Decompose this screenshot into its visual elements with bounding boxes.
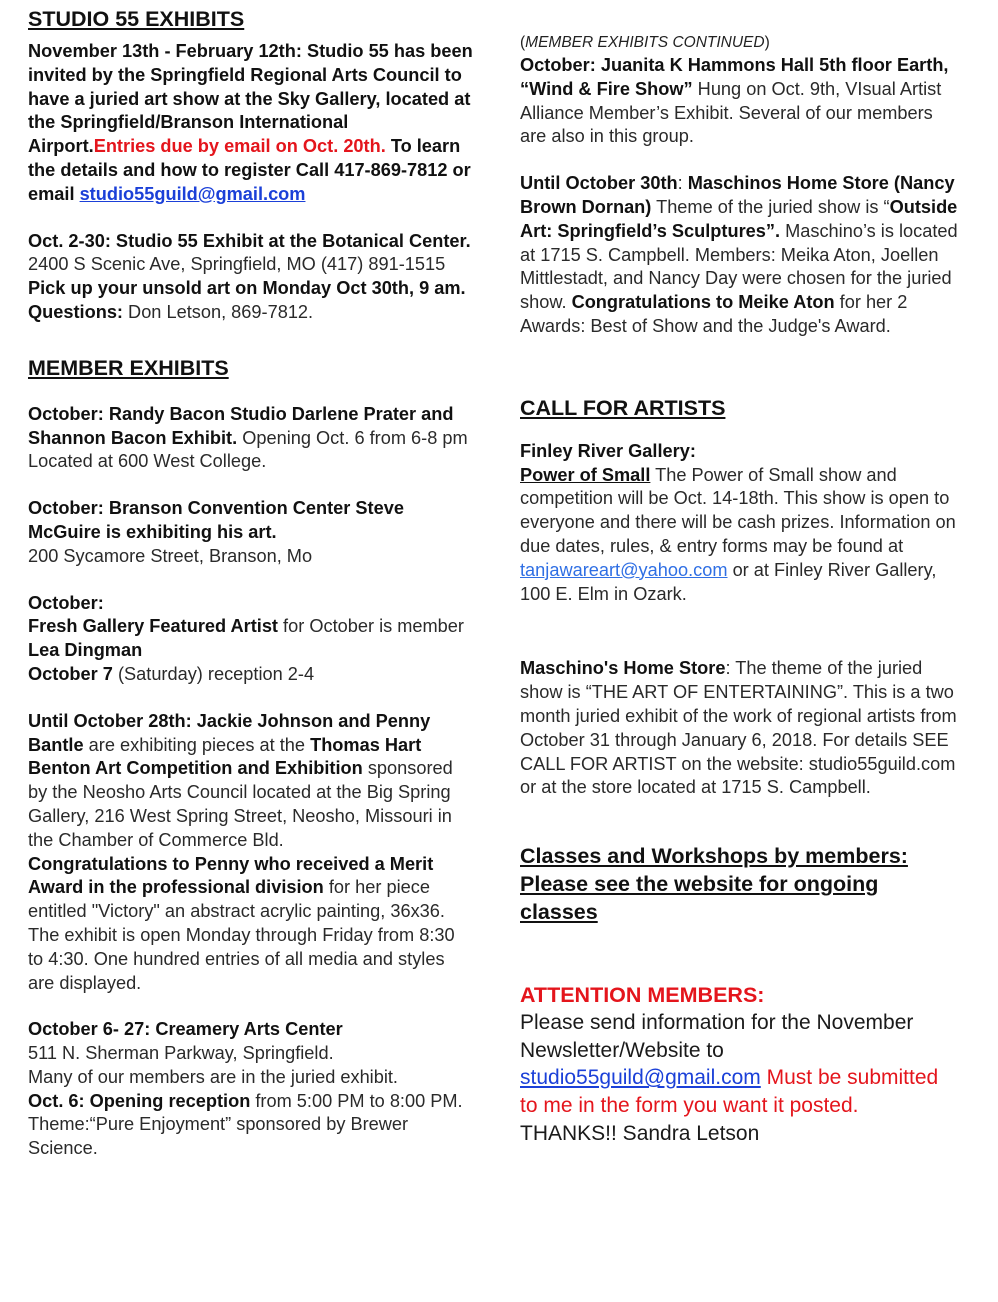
finley-river-call: Finley River Gallery: Power of Small The Power of Small show and competition will be Oct. 14-18th. This show is open to everyone and there will be cash prizes. Information on due dates, rules, & entry forms may be found at tanjawareart@yahoo.com or at Finley River Gallery, 100 E. Elm in Ozark.: [520, 440, 956, 604]
right-column: [520, 0, 960, 1147]
fresh-gallery-exhibit: October: Fresh Gallery Featured Artist for October is member Lea Dingman October 7 (Saturday) reception 2-4: [28, 592, 464, 684]
submission-notice: Must be submitted to me in the form you want it posted.: [520, 1066, 939, 1117]
thanks-signature: THANKS!! Sandra Letson: [520, 1121, 760, 1145]
benton-exhibit: Until October 28th: Jackie Johnson and Penny Bantle are exhibiting pieces at the Thomas Hart Benton Art Competition and Exhibition sponsored by the Neosho Arts Council located at the Big Spring Gallery, 216 West Spring Street, Neosho, Missouri in the Chamber of Commerce Bld. Congratulations to Penny who received a Merit Award in the professional division for her piece entitled "Victory" an abstract acrylic painting, 36x36. The exhibit is open Monday through Friday from 8:30 to 4:30. One hundred entries of all media and styles are displayed.: [28, 710, 455, 993]
newsletter-email-link[interactable]: studio55guild@gmail.com: [520, 1066, 761, 1090]
call-for-artists-heading: CALL FOR ARTISTS: [520, 395, 726, 420]
guild-email-link[interactable]: studio55guild@gmail.com: [79, 183, 306, 204]
member-exhibits-continued-note: (MEMBER EXHIBITS CONTINUED): [520, 34, 770, 51]
creamery-exhibit: October 6- 27: Creamery Arts Center 511 N. Sherman Parkway, Springfield. Many of our members are in the juried exhibit. Oct. 6: Opening reception from 5:00 PM to 8:00 PM. Theme:“Pure Enjoyment” sponsored by Brewer Science.: [28, 1019, 463, 1159]
classes-workshops-heading: Classes and Workshops by members: Please see the website for ongoing classes: [520, 844, 908, 925]
attention-message: Please send information for the November Newsletter/Website to studio55guild@gmail.com Must be submitted to me in the form you want it posted. THANKS!! Sandra Letson: [520, 1011, 939, 1145]
tanjaware-email-link[interactable]: tanjawareart@yahoo.com: [520, 559, 728, 580]
branson-exhibit: October: Branson Convention Center Steve McGuire is exhibiting his art. 200 Sycamore Street, Branson, Mo: [28, 498, 404, 566]
maschinos-exhibit: Until October 30th: Maschinos Home Store (Nancy Brown Dornan) Theme of the juried show is “Outside Art: Springfield’s Sculptures”. Maschino’s is located at 1715 S. Campbell. Members: Meika Aton, Joellen Mittlestadt, and Nancy Day were chosen for the juried show. Congratulations to Meike Aton for her 2 Awards: Best of Show and the Judge's Award.: [520, 173, 958, 336]
entries-due-notice: Entries due by email on Oct. 20th.: [93, 136, 386, 157]
left-column: [28, 0, 473, 1161]
entertaining-call: Maschino's Home Store: The theme of the juried show is “THE ART OF ENTERTAINING”. This is a two month juried exhibit of the work of regional artists from October 31 through January 6, 2018. For details SEE CALL FOR ARTIST on the website: studio55guild.com or at the store located at 1715 S. Campbell.: [520, 658, 957, 798]
bacon-exhibit: October: Randy Bacon Studio Darlene Prater and Shannon Bacon Exhibit. Opening Oct. 6 from 6-8 pm Located at 600 West College.: [28, 403, 468, 472]
studio-exhibits-heading: STUDIO 55 EXHIBITS: [28, 7, 245, 31]
hammons-exhibit: October: Juanita K Hammons Hall 5th floor Earth, “Wind & Fire Show” Hung on Oct. 9th, VIsual Artist Alliance Member’s Exhibit. Several of our members are also in this group.: [520, 55, 949, 147]
member-exhibits-heading: MEMBER EXHIBITS: [28, 355, 229, 380]
botanical-exhibit: Oct. 2-30: Studio 55 Exhibit at the Botanical Center. 2400 S Scenic Ave, Springfield, MO (417) 891-1515 Pick up your unsold art on Monday Oct 30th, 9 am. Questions: Don Letson, 869-7812.: [28, 230, 471, 322]
airport-exhibit-text: November 13th - February 12th: Studio 55 has been invited by the Springfield Regional Arts Council to have a juried art show at the Sky Gallery, located at the Springfield/Branson International Airport.Entries due by email on Oct. 20th. To learn the details and how to register Call 417-869-7812 or email studio55guild@gmail.com: [28, 41, 473, 204]
attention-members-heading: ATTENTION MEMBERS:: [520, 983, 765, 1008]
airport-exhibit: [28, 40, 473, 207]
